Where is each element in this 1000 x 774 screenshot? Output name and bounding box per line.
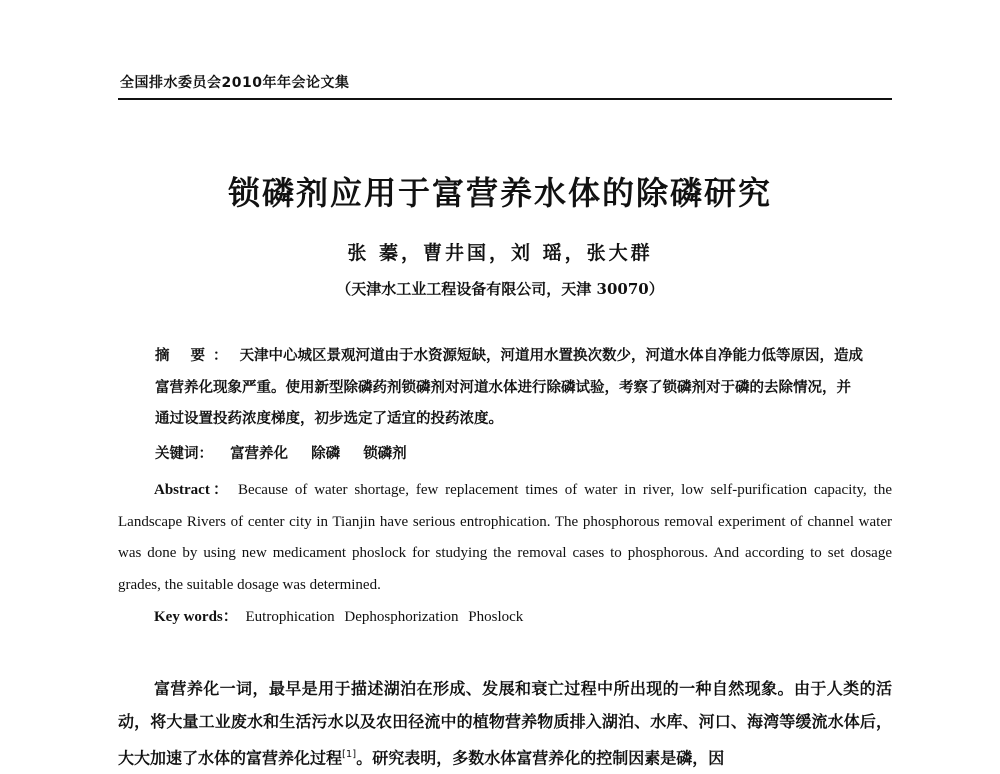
citation-ref[interactable]: [1] <box>342 749 357 760</box>
running-header: 全国排水委员会2010年年会论文集 <box>120 75 350 91</box>
keywords-cn-label: 关键词： <box>155 446 213 462</box>
body-text-part2: 。研究表明，多数水体富营养化的控制因素是磷，因 <box>356 748 725 768</box>
keyword-cn-term: 富营养化 <box>230 445 289 462</box>
abstract-cn <box>155 340 865 434</box>
abstract-en <box>118 475 892 601</box>
header-rule <box>118 98 892 100</box>
abstract-cn-text: 天津中心城区景观河道由于水资源短缺，河道用水置换次数少，河道水体自净能力低等原因，造成富营养化现象严重。使用新型除磷药剂锁磷剂对河道水体进行除磷试验，考察了锁磷剂对于磷的去除情况，并通过设置投药浓度梯度，初步选定了适宜的投药浓度。 <box>155 347 864 427</box>
keyword-cn-term: 锁磷剂 <box>363 445 407 462</box>
abstract-en-text: Because of water shortage, few replacement times of water in river, low self-purification capacity, the Landscape Rivers of center city in Tianjin have serious entrophication. The phosphorous removal experiment of channel water was done by using new medicament phoslock for studying the removal cases to phosphorous. And according to set dosage grades, the suitable dosage was determined. <box>118 482 893 593</box>
abstract-cn-label: 摘 要： <box>155 348 236 364</box>
authors: 张 蓁，曹井国，刘 瑶，张大群 <box>347 242 653 264</box>
keyword-en-term: Dephosphorization <box>344 609 459 625</box>
body-paragraph <box>118 672 892 774</box>
keyword-en-term: Eutrophication <box>245 609 335 625</box>
keywords-en <box>154 605 529 626</box>
paper-title: 锁磷剂应用于富营养水体的除磷研究 <box>227 174 772 212</box>
keyword-en-term: Phoslock <box>468 609 524 625</box>
keyword-cn-term: 除磷 <box>311 445 341 462</box>
abstract-en-label: Abstract： <box>154 482 232 498</box>
keywords-cn <box>155 442 425 463</box>
keywords-en-label: Key words： <box>154 609 238 625</box>
affiliation: （天津水工业工程设备有限公司，天津 30070） <box>336 280 664 298</box>
body-text-part1: 富营养化一词，最早是用于描述湖泊在形成、发展和衰亡过程中所出现的一种自然现象。由于人类的活动，将大量工业废水和生活污水以及农田径流中的植物营养物质排入湖泊、水库、河口、海湾等缓流水体后，大大加速了水体的富营养化过程 <box>118 679 892 768</box>
